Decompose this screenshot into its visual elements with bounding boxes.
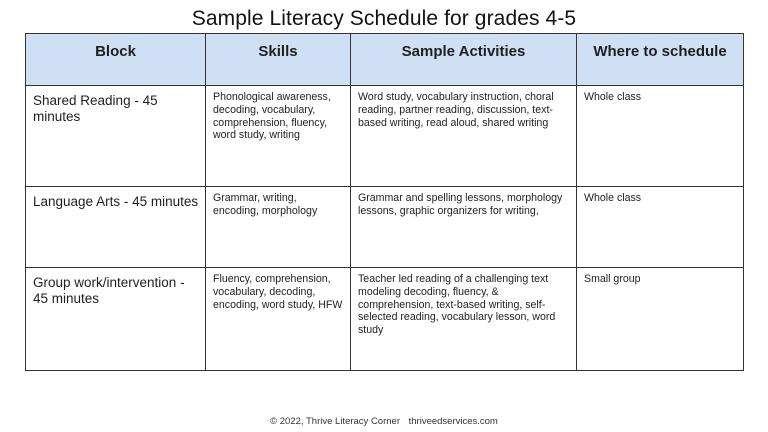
table-header-row [26,34,744,86]
cell-skills: Phonological awareness, decoding, vocabulary, comprehension, fluency, word study, writing [206,86,351,187]
footer [0,416,768,427]
cell-where: Whole class [577,187,744,268]
schedule-table [25,33,744,371]
cell-skills: Fluency, comprehension, vocabulary, decoding, encoding, word study, HFW [206,268,351,371]
header-skills: Skills [206,34,351,86]
cell-block: Shared Reading - 45 minutes [26,86,206,187]
cell-where: Whole class [577,86,744,187]
footer-website: thriveedservices.com [408,416,498,427]
header-sample-activities: Sample Activities [351,34,577,86]
page-title: Sample Literacy Schedule for grades 4-5 [191,7,577,30]
table-row [26,86,744,187]
cell-where: Small group [577,268,744,371]
table-row [26,187,744,268]
header-block: Block [26,34,206,86]
cell-skills: Grammar, writing, encoding, morphology [206,187,351,268]
cell-activities: Word study, vocabulary instruction, choral reading, partner reading, discussion, text-based writing, read aloud, shared writing [351,86,577,187]
cell-block: Group work/intervention - 45 minutes [26,268,206,371]
cell-block: Language Arts - 45 minutes [26,187,206,268]
footer-copyright: © 2022, Thrive Literacy Corner [270,416,400,427]
header-where-to-schedule: Where to schedule [577,34,744,86]
cell-activities: Grammar and spelling lessons, morphology lessons, graphic organizers for writing, [351,187,577,268]
cell-activities: Teacher led reading of a challenging text modeling decoding, fluency, & comprehension, text-based writing, self-selected reading, vocabulary lesson, word study [351,268,577,371]
table-row [26,268,744,371]
